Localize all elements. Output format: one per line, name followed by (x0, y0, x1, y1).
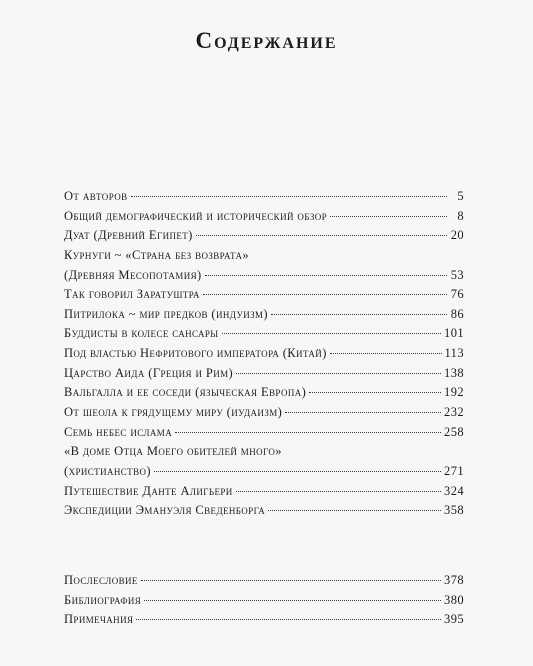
toc-entry-title: Вальгалла и ее соседи (языческая Европа) (64, 385, 307, 400)
toc-entry (64, 226, 464, 246)
dot-leader (175, 432, 441, 433)
page-title: Содержание (195, 28, 338, 53)
dot-leader (268, 510, 441, 511)
dot-leader (203, 294, 447, 295)
toc-entry-title: Царство Аида (Греция и Рим) (64, 365, 234, 380)
toc-entry-title: Путешествие Данте Алигьери (64, 483, 233, 498)
toc-main-list (64, 187, 464, 521)
toc-entry (64, 285, 464, 305)
toc-entry (64, 610, 464, 630)
toc-entry-page: 271 (444, 463, 464, 478)
toc-entry-page: 20 (450, 228, 464, 243)
toc-entry (64, 571, 464, 591)
dot-leader (144, 600, 441, 601)
toc-entry (64, 462, 464, 482)
toc-entry-page: 378 (444, 573, 464, 587)
toc-entry-page: 8 (457, 208, 464, 223)
toc-entry-title: Послесловие (64, 573, 138, 587)
toc-entry-page: 5 (457, 189, 464, 203)
toc-entry-title: (христианство) (64, 463, 151, 478)
toc-entry-page: 76 (450, 287, 464, 302)
toc-entry-page: 380 (444, 592, 464, 607)
dot-leader (205, 275, 447, 276)
dot-leader (222, 333, 442, 334)
toc-entry-page: 192 (444, 385, 464, 400)
toc-entry (64, 501, 464, 521)
toc-entry-page: 324 (444, 483, 464, 498)
toc-entry-title: Примечания (64, 612, 134, 627)
toc-entry-title: Дуат (Древний Египет) (64, 228, 193, 243)
toc-entry-title: «В доме Отца Моего обителей много» (64, 444, 282, 459)
toc-entry-page: 113 (444, 346, 464, 361)
toc-entry-title: Экспедиции Эмануэля Сведенборга (64, 503, 266, 518)
toc-entry-page: 101 (444, 326, 464, 341)
dot-leader (136, 619, 441, 620)
toc-entry (64, 305, 464, 325)
dot-leader (330, 353, 442, 354)
toc-entry-page: 53 (450, 267, 464, 282)
toc-entry (64, 403, 464, 423)
toc-entry (64, 442, 464, 462)
toc-entry-page: 258 (444, 424, 464, 439)
dot-leader (154, 471, 441, 472)
toc-entry-title: Семь небес ислама (64, 424, 173, 439)
toc-entry (64, 482, 464, 502)
toc-entry-title: (Древняя Месопотамия) (64, 267, 202, 282)
toc-entry-title: От шеола к грядущему миру (иудаизм) (64, 405, 283, 420)
dot-leader (141, 580, 441, 581)
toc-entry (64, 246, 464, 266)
dot-leader (285, 412, 441, 413)
toc-entry-page: 395 (444, 612, 464, 627)
dot-leader (309, 392, 441, 393)
dot-leader (236, 491, 441, 492)
toc-entry-title: Курнуги ~ «Страна без возврата» (64, 247, 250, 262)
toc-entry-page: 86 (450, 306, 464, 321)
toc-entry-page: 358 (444, 503, 464, 518)
dot-leader (196, 235, 447, 236)
toc-entry-title: Общий демографический и исторический обзор (64, 208, 328, 223)
dot-leader (271, 314, 447, 315)
toc-entry-title: Под властью Нефритового императора (Китай) (64, 346, 327, 361)
toc-entry (64, 423, 464, 443)
toc-entry (64, 591, 464, 611)
dot-leader (330, 216, 447, 217)
toc-entry (64, 324, 464, 344)
toc-entry (64, 344, 464, 364)
toc-entry (64, 364, 464, 384)
toc-entry-title: Библиография (64, 592, 142, 607)
toc-entry-title: От авторов (64, 189, 128, 203)
toc-entry (64, 266, 464, 286)
toc-entry-title: Так говорил Заратуштра (64, 287, 200, 302)
toc-entry (64, 383, 464, 403)
dot-leader (131, 196, 447, 197)
toc-entry (64, 187, 464, 207)
toc-entry-page: 138 (444, 365, 464, 380)
toc-entry-page: 232 (444, 405, 464, 420)
toc-entry-title: Питрилока ~ мир предков (индуизм) (64, 306, 268, 321)
dot-leader (236, 373, 441, 374)
toc-back-matter-list (64, 571, 464, 630)
toc-entry-title: Буддисты в колесе сансары (64, 326, 219, 341)
toc-entry (64, 207, 464, 227)
